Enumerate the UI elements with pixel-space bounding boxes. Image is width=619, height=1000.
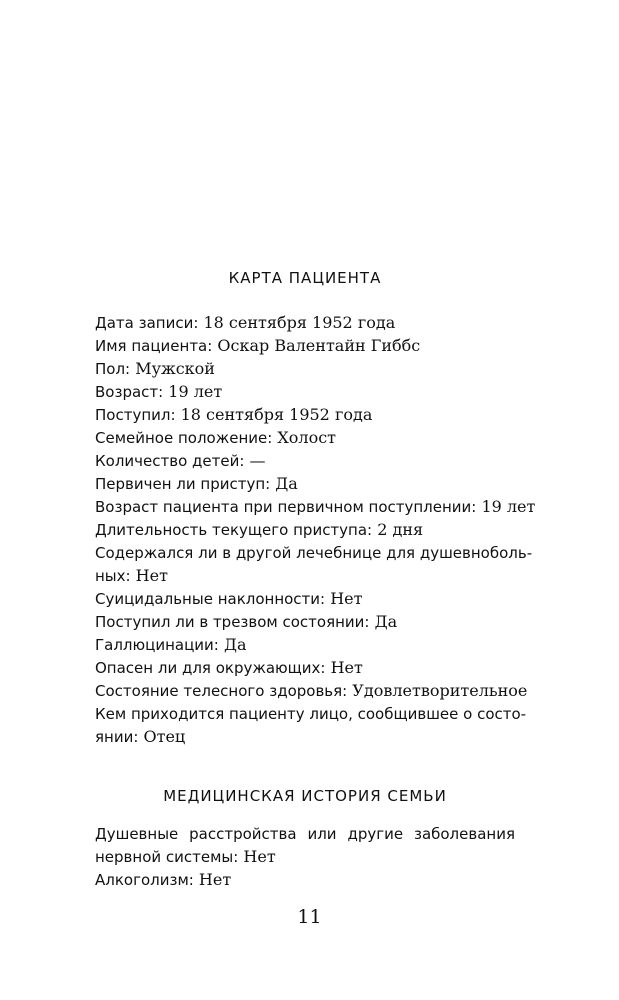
- page-number: 11: [297, 906, 322, 928]
- field-label: янии:: [95, 728, 139, 746]
- field-value: Нет: [325, 589, 363, 608]
- danger-to-others-line: [95, 656, 515, 680]
- field-value: 18 сентября 1952 года: [198, 313, 396, 332]
- field-value: Отец: [138, 727, 186, 746]
- field-label: Содержался ли в другой лечебнице для душевноболь-: [95, 544, 533, 562]
- field-label: Семейное положение:: [95, 429, 273, 447]
- field-value: 18 сентября 1952 года: [175, 405, 373, 424]
- field-value: 2 дня: [372, 520, 424, 539]
- field-value: 19 лет: [163, 382, 223, 401]
- field-value: Нет: [238, 847, 276, 866]
- field-value: Да: [270, 474, 298, 493]
- field-label: Дата записи:: [95, 314, 199, 332]
- sober-admission-line: [95, 610, 515, 634]
- field-label: Возраст пациента при первичном поступлении:: [95, 498, 477, 516]
- patient-name-line: [95, 334, 515, 358]
- admitted-line: [95, 403, 515, 427]
- field-label: нервной системы:: [95, 848, 239, 866]
- hallucinations-line: [95, 633, 515, 657]
- nervous-disorders-continued-line: [95, 845, 515, 869]
- nervous-disorders-line: [95, 822, 515, 846]
- field-label: ных:: [95, 567, 131, 585]
- field-value: Да: [369, 612, 398, 631]
- field-value: Да: [218, 635, 247, 654]
- field-label: Состояние телесного здоровья:: [95, 682, 348, 700]
- field-label: Поступил:: [95, 406, 176, 424]
- other-asylum-continued-line: [95, 564, 515, 588]
- children-count-line: [95, 449, 515, 473]
- attack-duration-line: [95, 518, 515, 542]
- field-label: Первичен ли приступ:: [95, 475, 271, 493]
- field-label: Количество детей:: [95, 452, 245, 470]
- field-value: 19 лет: [476, 497, 536, 516]
- marital-status-line: [95, 426, 515, 450]
- other-asylum-line: [95, 541, 533, 565]
- physical-health-line: [95, 679, 528, 703]
- field-label: Душевные расстройства или другие заболевания: [95, 825, 515, 843]
- field-value: —: [244, 451, 266, 470]
- record-date-line: [95, 311, 515, 335]
- field-label: Поступил ли в трезвом состоянии:: [95, 613, 370, 631]
- informant-relation-continued-line: [95, 725, 515, 749]
- field-value: Нет: [130, 566, 168, 585]
- primary-attack-line: [95, 472, 515, 496]
- suicidal-tendencies-line: [95, 587, 515, 611]
- age-line: [95, 380, 515, 404]
- field-label: Суицидальные наклонности:: [95, 590, 326, 608]
- field-value: Нет: [193, 870, 232, 889]
- alcoholism-line: [95, 868, 515, 892]
- family-history-title: МЕДИЦИНСКАЯ ИСТОРИЯ СЕМЬИ: [163, 787, 447, 805]
- patient-card-title: КАРТА ПАЦИЕНТА: [228, 269, 382, 287]
- field-label: Алкоголизм:: [95, 871, 194, 889]
- field-value: Оскар Валентайн Гиббс: [212, 336, 421, 355]
- field-label: Опасен ли для окружающих:: [95, 659, 326, 677]
- field-label: Длительность текущего приступа:: [95, 521, 373, 539]
- field-label: Галлюцинации:: [95, 636, 219, 654]
- field-label: Имя пациента:: [95, 337, 213, 355]
- field-value: Холост: [272, 428, 337, 447]
- first-admission-age-line: [95, 495, 536, 519]
- field-value: Нет: [325, 658, 363, 677]
- field-label: Кем приходится пациенту лицо, сообщившее о состо-: [95, 705, 527, 723]
- sex-line: [95, 357, 515, 381]
- field-value: Удовлетворительное: [347, 681, 528, 700]
- field-value: Мужской: [130, 359, 215, 378]
- field-label: Возраст:: [95, 383, 164, 401]
- informant-relation-line: [95, 702, 527, 726]
- field-label: Пол:: [95, 360, 131, 378]
